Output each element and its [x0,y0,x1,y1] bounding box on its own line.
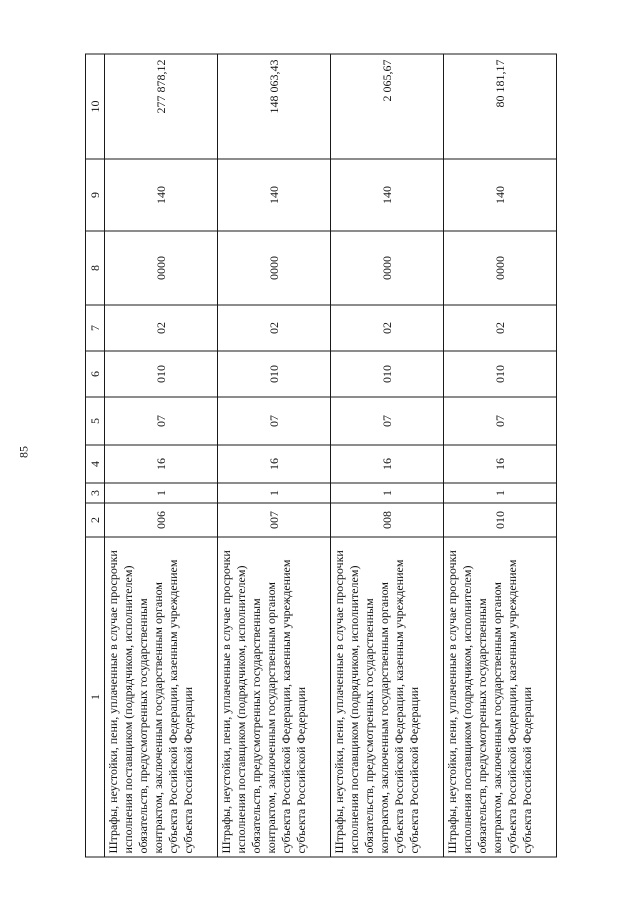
code-cell: 140 [218,159,331,231]
column-header: 8 [86,231,105,305]
row-description: Штрафы, неустойки, пени, уплаченные в случае просрочки исполнения поставщиком (подрядчиком, исполнителем) обязательств, предусмотренных государственным контрактом, заключенным государственным органом субъекта Российской Федерации, казенным учреждением субъекта Российской Федерации [331,537,444,857]
code-cell: 16 [218,445,331,483]
header-row [86,54,105,857]
code-cell: 1 [331,483,444,503]
column-header: 5 [86,397,105,445]
code-cell: 16 [105,445,218,483]
column-header: 4 [86,445,105,483]
column-header: 10 [86,54,105,159]
code-cell: 0000 [444,231,557,305]
table-row [444,54,557,857]
code-cell: 02 [444,305,557,351]
code-cell: 007 [218,503,331,537]
code-cell: 140 [444,159,557,231]
table-row [331,54,444,857]
budget-table [85,54,557,858]
code-cell: 010 [444,351,557,397]
code-cell: 140 [331,159,444,231]
row-description: Штрафы, неустойки, пени, уплаченные в случае просрочки исполнения поставщиком (подрядчиком, исполнителем) обязательств, предусмотренных государственным контрактом, заключенным государственным органом субъекта Российской Федерации, казенным учреждением субъекта Российской Федерации [105,537,218,857]
code-cell: 02 [218,305,331,351]
code-cell: 010 [331,351,444,397]
table-row [218,54,331,857]
table-row [105,54,218,857]
code-cell: 07 [444,397,557,445]
column-header: 9 [86,159,105,231]
code-cell: 010 [218,351,331,397]
column-header: 6 [86,351,105,397]
code-cell: 006 [105,503,218,537]
row-description: Штрафы, неустойки, пени, уплаченные в случае просрочки исполнения поставщиком (подрядчиком, исполнителем) обязательств, предусмотренных государственным контрактом, заключенным государственным органом субъекта Российской Федерации, казенным учреждением субъекта Российской Федерации [218,537,331,857]
code-cell: 0000 [331,231,444,305]
code-cell: 0000 [105,231,218,305]
page-number: 85 [16,446,31,458]
code-cell: 07 [331,397,444,445]
code-cell: 1 [105,483,218,503]
code-cell: 010 [105,351,218,397]
column-header: 2 [86,503,105,537]
amount-cell: 148 063,43 [218,54,331,159]
code-cell: 02 [105,305,218,351]
code-cell: 07 [218,397,331,445]
code-cell: 1 [444,483,557,503]
code-cell: 010 [444,503,557,537]
column-header: 1 [86,537,105,857]
code-cell: 0000 [218,231,331,305]
code-cell: 07 [105,397,218,445]
code-cell: 02 [331,305,444,351]
amount-cell: 80 181,17 [444,54,557,159]
column-header: 3 [86,483,105,503]
code-cell: 008 [331,503,444,537]
amount-cell: 277 878,12 [105,54,218,159]
code-cell: 16 [444,445,557,483]
code-cell: 1 [218,483,331,503]
row-description: Штрафы, неустойки, пени, уплаченные в случае просрочки исполнения поставщиком (подрядчиком, исполнителем) обязательств, предусмотренных государственным контрактом, заключенным государственным органом субъекта Российской Федерации, казенным учреждением субъекта Российской Федерации [444,537,557,857]
code-cell: 16 [331,445,444,483]
code-cell: 140 [105,159,218,231]
amount-cell: 2 065,67 [331,54,444,159]
column-header: 7 [86,305,105,351]
rotated-table-container [85,55,555,858]
